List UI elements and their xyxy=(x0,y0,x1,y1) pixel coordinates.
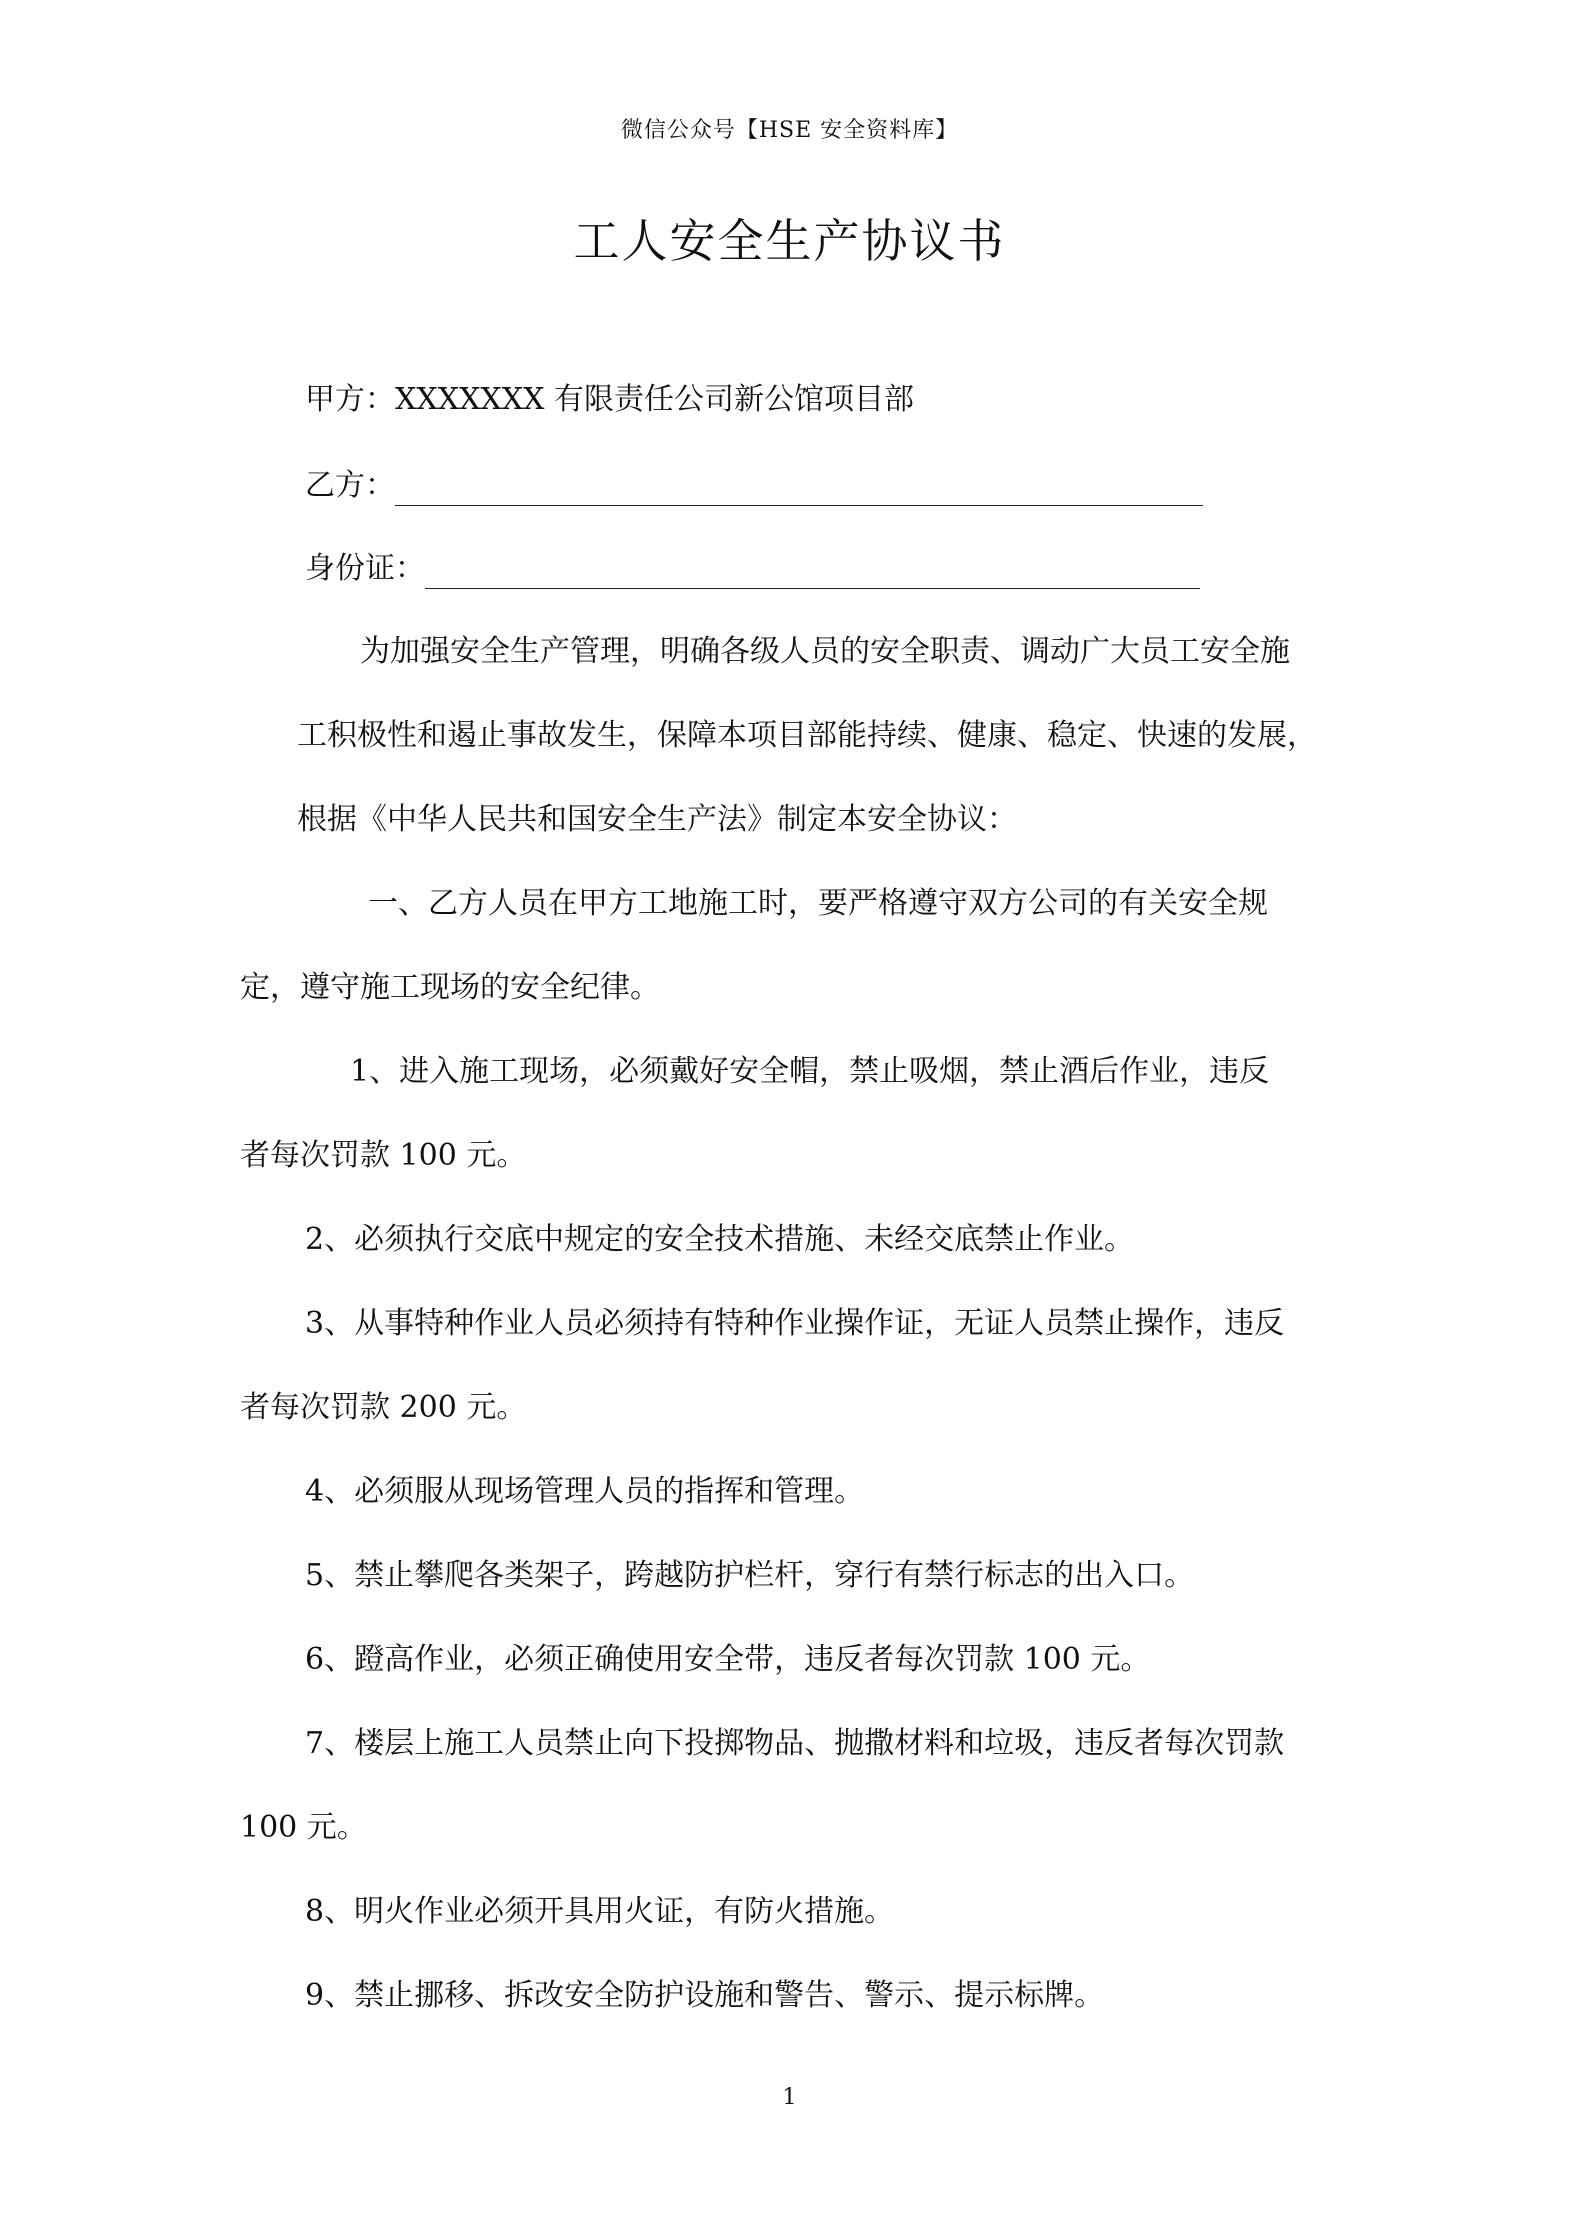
id-label: 身份证： xyxy=(305,551,425,586)
page-number: 1 xyxy=(782,2085,797,2110)
item-7-line-1: 7、楼层上施工人员禁止向下投掷物品、抛撒材料和垃圾，违反者每次罚款 xyxy=(305,1726,1285,1761)
party-b-blank-field[interactable] xyxy=(395,471,1203,506)
intro-line-2: 工积极性和遏止事故发生，保障本项目部能持续、健康、稳定、快速的发展， xyxy=(297,718,1317,753)
item-4: 4、必须服从现场管理人员的指挥和管理。 xyxy=(305,1474,865,1509)
id-blank-field[interactable] xyxy=(425,554,1200,589)
item-9: 9、禁止挪移、拆改安全防护设施和警告、警示、提示标牌。 xyxy=(305,1978,1105,2013)
item-1-line-2: 者每次罚款 100 元。 xyxy=(240,1138,527,1173)
page-header: 微信公众号【HSE 安全资料库】 xyxy=(620,118,959,143)
party-b-label: 乙方： xyxy=(305,468,395,503)
id-line xyxy=(305,549,1200,589)
item-2: 2、必须执行交底中规定的安全技术措施、未经交底禁止作业。 xyxy=(305,1222,1135,1257)
item-5: 5、禁止攀爬各类架子，跨越防护栏杆，穿行有禁行标志的出入口。 xyxy=(305,1558,1195,1593)
item-1-line-1: 1、进入施工现场，必须戴好安全帽，禁止吸烟，禁止酒后作业，违反 xyxy=(350,1054,1270,1089)
item-6: 6、蹬高作业，必须正确使用安全带，违反者每次罚款 100 元。 xyxy=(305,1642,1151,1677)
intro-line-3: 根据《中华人民共和国安全生产法》制定本安全协议： xyxy=(297,802,1017,837)
item-3-line-1: 3、从事特种作业人员必须持有特种作业操作证，无证人员禁止操作，违反 xyxy=(305,1306,1285,1341)
section1-line-2: 定，遵守施工现场的安全纪律。 xyxy=(240,970,660,1005)
item-3-line-2: 者每次罚款 200 元。 xyxy=(240,1390,527,1425)
section1-line-1: 一、乙方人员在甲方工地施工时，要严格遵守双方公司的有关安全规 xyxy=(368,886,1268,921)
party-a-line: 甲方：XXXXXXX 有限责任公司新公馆项目部 xyxy=(305,382,915,417)
intro-line-1: 为加强安全生产管理，明确各级人员的安全职责、调动广大员工安全施 xyxy=(360,634,1290,669)
item-8: 8、明火作业必须开具用火证，有防火措施。 xyxy=(305,1894,895,1929)
item-7-line-2: 100 元。 xyxy=(240,1810,367,1845)
document-title: 工人安全生产协议书 xyxy=(573,214,1006,268)
party-b-line xyxy=(305,466,1203,506)
